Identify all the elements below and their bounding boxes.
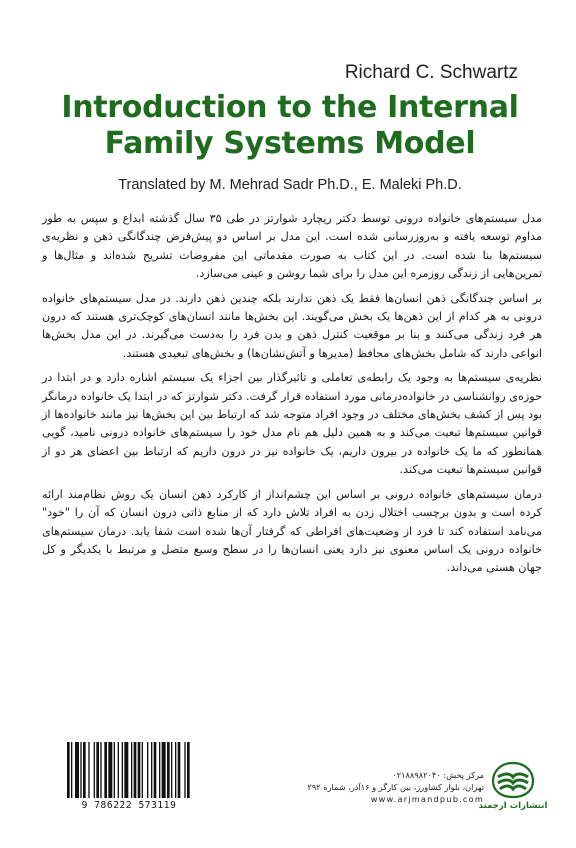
- barcode-bar: [142, 742, 143, 798]
- translators-credit: Translated by M. Mehrad Sadr Ph.D., E. Maleki Ph.D.: [118, 177, 462, 193]
- barcode-bar: [154, 742, 157, 798]
- barcode-bar: [94, 742, 95, 798]
- barcode-bar: [104, 742, 107, 798]
- barcode-bar: [67, 742, 70, 798]
- barcode-bar: [88, 742, 89, 798]
- barcode-bar: [118, 742, 119, 798]
- publisher-name: انتشارات ارجمند: [478, 801, 548, 811]
- barcode-bar: [114, 742, 115, 798]
- publisher-website: www.arjmandpub.com: [370, 794, 484, 804]
- barcode-bar: [80, 742, 81, 798]
- barcode-bar: [151, 742, 152, 798]
- isbn-barcode: [63, 740, 195, 812]
- paragraph-2: بر اساس چندگانگی ذهن انسان‌ها فقط یک ذهن ندارند بلکه چندین ذهن دارند. در مدل سیستم‌های خانواده درونی به هر کدام از این ذهن‌ها یک بخش می‌گویند. این بخش‌ها مانند انسان‌های کوچک‌تری هستند که درون هر فرد زندگی می‌کنند و بنا بر موقعیت کنترل ذهن و بدن فرد را به‌دست می‌گیرند. در این مدل بخش‌ها انواعی دارند که شامل بخش‌های محافظ (مدیرها و آتش‌نشان‌ها) و بخش‌های تبعیدی هستند.: [42, 291, 542, 360]
- book-title-line1: Introduction to the Internal: [61, 90, 519, 125]
- barcode-bar: [184, 742, 185, 798]
- isbn-number: 9 786222 573119: [81, 800, 177, 811]
- distribution-phone: مرکز پخش: ۰۲۱۸۸۹۸۲۰۴۰: [392, 770, 484, 780]
- barcode-bar: [83, 742, 86, 798]
- book-title: [30, 90, 550, 162]
- barcode-bar: [122, 742, 123, 798]
- barcode-bar: [100, 742, 101, 798]
- barcode-bar: [178, 742, 181, 798]
- barcode-bar: [147, 742, 148, 798]
- barcode-bar: [96, 742, 99, 798]
- barcode-bar: [71, 742, 72, 798]
- paragraph-3: نظریه‌ی سیستم‌ها به وجود یک رابطه‌ی تعاملی و تاثیرگذار بین اجزاء یک سیستم اشاره دارد و در ابتدا در حوزه‌ی روانشناسی در خانواده‌درمانی مورد استفاده قرار گرفت. دکتر شوارتز که در ابتدا یک خانواده درمانگر بود پس از کشف بخش‌های مختلف در وجود افراد متوجه شد که ارتباط بین این بخش‌ها نیز مانند خانواده‌ها از قوانین سیستم‌ها تبعیت می‌کند و به همین دلیل هم نام مدل خود را سیستم‌های خانواده درونی نامید، گویی همانطور که ما یک خانواده در بیرون داریم، یک خانواده نیز در درون داریم که ارتباط بین اعضای هر دو از قوانین سیستم‌ها تبعیت می‌کند.: [42, 371, 542, 477]
- author-name: Richard C. Schwartz: [344, 62, 518, 83]
- book-title-line2: Family Systems Model: [104, 126, 476, 161]
- paragraph-1: مدل سیستم‌های خانواده درونی توسط دکتر ریچارد شوارتز در طی ۳۵ سال گذشته ابداع و سپس به طور مداوم توسعه یافته و به‌روزرسانی شده است. این مدل بر اساس دو پیش‌فرض چندگانگی ذهن و نظریه‌ی سیستم‌ها بنا شده است. در این کتاب به صورت مقدماتی این مفروضات تشریح شده‌اند و مثال‌ها و تمرین‌هایی از زندگی روزمره این مدل را برای شما روشن و عینی می‌سازد.: [42, 212, 542, 281]
- barcode-bars: [67, 742, 191, 798]
- barcode-bar: [175, 742, 176, 798]
- barcode-bar: [138, 742, 141, 798]
- barcode-bar: [159, 742, 160, 798]
- barcode-bar: [131, 742, 132, 798]
- publisher-logo-icon: [490, 760, 536, 800]
- publisher-address: تهران، بلوار کشاورز، بین کارگر و ۱۶آذر، شماره ۲۹۲: [307, 782, 484, 792]
- barcode-bar: [75, 742, 79, 798]
- barcode-bar: [162, 742, 166, 798]
- barcode-bar: [134, 742, 137, 798]
- barcode-bar: [187, 742, 190, 798]
- publisher-contact: [244, 769, 484, 805]
- barcode-bar: [171, 742, 172, 798]
- paragraph-4: درمان سیستم‌های خانواده درونی بر اساس این چشم‌انداز از کارکرد ذهن انسان یک روش نظام‌مند ارائه کرده است و بدون برچسب اختلال زدن به افراد تلاش دارد که از منابع ذاتی درون انسان که آن را "خود" می‌نامد استفاده کند تا فرد از وضعیت‌های افراطی که گرفتار آن‌ها شده است شفا یابد. درمان سیستم‌های خانواده درونی یک اساس معنوی نیز دارد یعنی انسان‌ها را در سطح وسیع متصل و مرتبط با یکدیگر و کل جهان هستی می‌داند.: [42, 487, 542, 575]
- barcode-bar: [124, 742, 128, 798]
- barcode-bar: [167, 742, 170, 798]
- barcode-bar: [108, 742, 112, 798]
- description-text: [42, 210, 542, 584]
